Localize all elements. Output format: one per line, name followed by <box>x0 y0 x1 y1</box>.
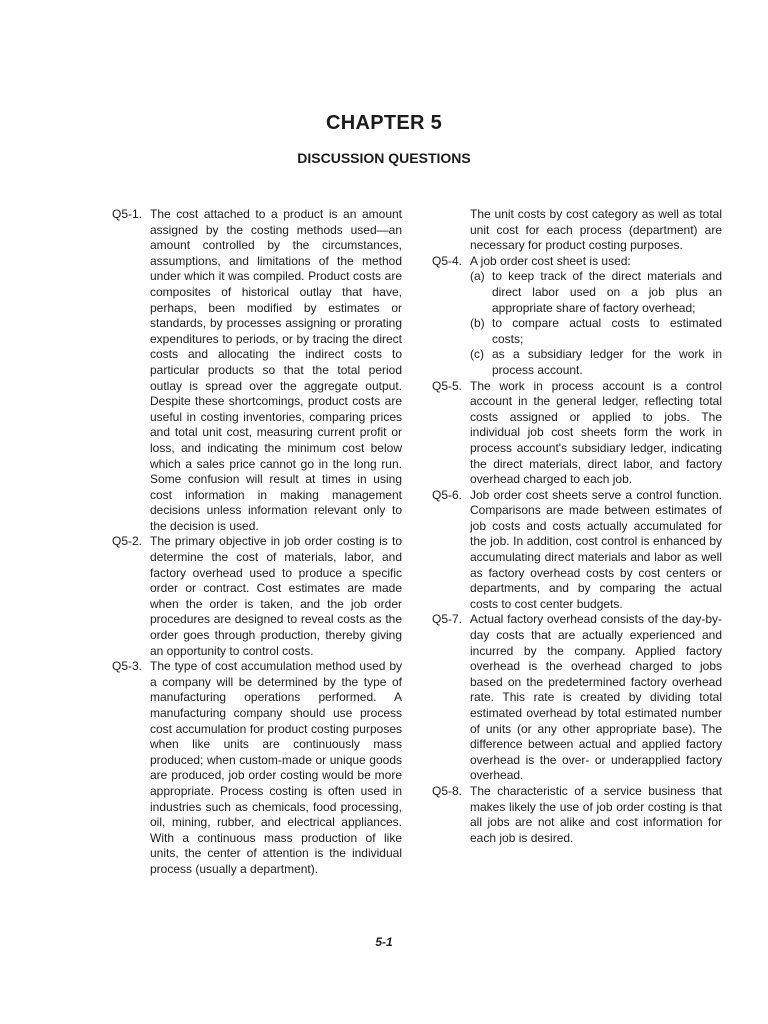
list-item <box>470 316 722 347</box>
list-item-label: (c) <box>470 347 484 362</box>
question-answer: Job order cost sheets serve a control function. Comparisons are made between estimates of job costs and costs actually accumulated for the job. In addition, cost control is enhanced by accumulating direct materials and labor as well as factory overhead costs by cost centers or departments, and by comparing the actual costs to cost center budgets. <box>470 487 722 611</box>
list-item-label: (a) <box>470 269 485 284</box>
question-q5-6 <box>432 488 722 613</box>
question-number: Q5-4. <box>432 253 463 268</box>
question-answer: The primary objective in job order costing is to determine the cost of materials, labor, and factory overhead used to produce a specific order or contract. Cost estimates are made when the order is taken, and the job order procedures are designed to reveal costs as the order goes through production, thereby giving an opportunity to control costs. <box>150 534 402 658</box>
question-answer: The cost attached to a product is an amount assigned by the costing methods used—an amount controlled by the circumstances, assumptions, and limitations of the method under which it was compiled. Product costs are composites of historical outlay that have, perhaps, been modified by estimates or standards, by processes assigning or prorating expenditures to periods, or by tracing the direct costs and allocating the indirect costs to particular products so that the total period outlay is spread over the aggregate output. Despite these shortcomings, product costs are useful in costing inventories, comparing prices and total unit cost, measuring current profit or loss, and indicating the minimum cost below which a sales price cannot go in the long run. Some confusion will result at times in using cost information in making management decisions unless information relevant only to the decision is used. <box>150 207 402 533</box>
list-item <box>470 347 722 378</box>
question-q5-3-continuation: The unit costs by cost category as well as total unit cost for each process (department) are necessary for product costing purposes. <box>470 207 722 253</box>
list-item-text: to keep track of the direct materials and direct labor used on a job plus an appropriate share of factory overhead; <box>492 269 722 315</box>
list-item-text: to compare actual costs to estimated costs; <box>492 316 722 346</box>
question-number: Q5-1. <box>112 207 143 221</box>
question-q5-5 <box>432 379 722 488</box>
question-answer: Actual factory overhead consists of the day-by-day costs that are actually experienced and incurred by the company. Applied factory overhead is the overhead charged to jobs based on the predetermined factory overhead rate. This rate is created by dividing total estimated overhead by total estimated number of units (or any other appropriate base). The difference between actual and applied factory overhead is the over- or underapplied factory overhead. <box>470 612 722 783</box>
right-column <box>432 207 722 846</box>
question-answer: A job order cost sheet is used: <box>470 253 631 268</box>
question-q5-4-items <box>470 269 722 378</box>
question-answer: The work in process account is a control account in the general ledger, reflecting total costs assigned or applied to jobs. The individual job cost sheets form the work in process account's subsidiary ledger, indicating the direct materials, direct labor, and factory overhead charged to each job. <box>470 378 722 487</box>
question-number: Q5-5. <box>432 378 463 393</box>
question-answer: The type of cost accumulation method used by a company will be determined by the type of manufacturing operations performed. A manufacturing company should use process cost accumulation for product costing purposes when like units are continuously mass produced; when custom-made or unique goods are produced, job order costing would be more appropriate. Process costing is often used in industries such as chemicals, food processing, oil, mining, rubber, and electrical appliances. With a continuous mass production of like units, the center of attention is the individual process (usually a department). <box>150 659 402 876</box>
question-number: Q5-2. <box>112 534 143 549</box>
question-number: Q5-8. <box>432 783 463 798</box>
question-answer: The characteristic of a service business that makes likely the use of job order costing is that all jobs are not alike and cost information for each job is desired. <box>470 783 722 845</box>
question-q5-3 <box>112 659 402 877</box>
question-number: Q5-6. <box>432 487 463 502</box>
list-item-text: as a subsidiary ledger for the work in process account. <box>492 347 722 377</box>
question-q5-4 <box>432 254 722 270</box>
question-q5-7 <box>432 612 722 784</box>
page-number: 5-1 <box>375 935 393 949</box>
list-item-label: (b) <box>470 316 485 331</box>
list-item <box>470 269 722 316</box>
chapter-title: CHAPTER 5 <box>325 112 443 134</box>
left-column <box>112 207 402 878</box>
section-title: DISCUSSION QUESTIONS <box>297 150 471 166</box>
question-q5-2 <box>112 534 402 659</box>
question-number: Q5-7. <box>432 612 463 627</box>
question-q5-8 <box>432 784 722 846</box>
question-number: Q5-3. <box>112 659 143 674</box>
question-q5-1 <box>112 207 402 534</box>
